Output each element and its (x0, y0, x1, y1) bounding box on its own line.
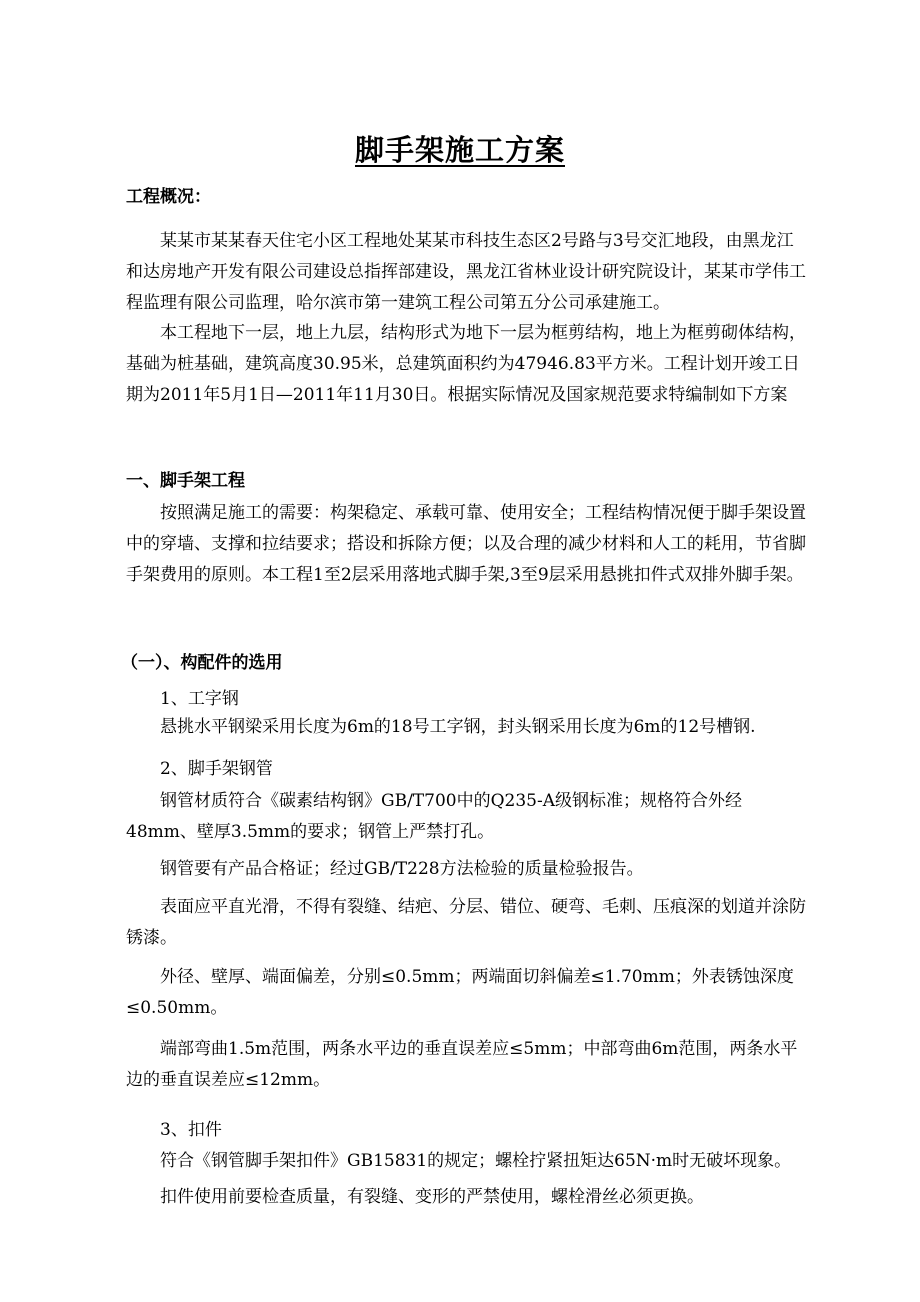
overview-paragraph-1: 某某市某某春天住宅小区工程地处某某市科技生态区2号路与3号交汇地段，由黑龙江和达房地产开发有限公司建设总指挥部建设，黑龙江省林业设计研究院设计，某某市学伟工程监理有限公司监理，哈尔滨市第一建筑工程公司第五分公司承建施工。 (126, 231, 806, 313)
item-2-paragraph-5: 端部弯曲1.5m范围，两条水平边的垂直误差应≤5mm；中部弯曲6m范围，两条水平边的垂直误差应≤12mm。 (126, 1039, 798, 1090)
item-3-title: 3、扣件 (160, 1120, 222, 1140)
item-3-paragraph-1: 符合《钢管脚手架扣件》GB15831的规定；螺栓拧紧扭矩达65N·m时无破坏现象。 (160, 1151, 792, 1171)
document-title: 脚手架施工方案 (354, 133, 565, 167)
item-2-paragraph-1: 钢管材质符合《碳素结构钢》GB/T700中的Q235-A级钢标准；规格符合外经48mm、壁厚3.5mm的要求；钢管上严禁打孔。 (126, 791, 742, 842)
subsection-1-heading: （一）、构配件的选用 (121, 653, 283, 673)
overview-paragraph-2: 本工程地下一层，地上九层，结构形式为地下一层为框剪结构，地上为框剪砌体结构，基础为桩基础，建筑高度30.95米，总建筑面积约为47946.83平方米。工程计划开竣工日期为2011年5月1日—2011年11月30日。根据实际情况及国家规范要求特编制如下方案 (126, 323, 806, 405)
item-1-paragraph: 悬挑水平钢梁采用长度为6m的18号工字钢，封头钢采用长度为6m的12号槽钢. (160, 717, 756, 737)
section-1-paragraph: 按照满足施工的需要：构架稳定、承载可靠、使用安全；工程结构情况便于脚手架设置中的穿墙、支撑和拉结要求；搭设和拆除方便；以及合理的减少材料和人工的耗用，节省脚手架费用的原则。本工程1至2层采用落地式脚手架,3至9层采用悬挑扣件式双排外脚手架。 (126, 503, 806, 585)
item-2-paragraph-4: 外径、壁厚、端面偏差，分别≤0.5mm；两端面切斜偏差≤1.70mm；外表锈蚀深度≤0.50mm。 (126, 967, 794, 1018)
item-3-paragraph-2: 扣件使用前要检查质量，有裂缝、变形的严禁使用，螺栓滑丝必须更换。 (160, 1187, 704, 1207)
item-2-title: 2、脚手架钢管 (160, 759, 273, 779)
section-1-heading: 一、脚手架工程 (126, 471, 245, 491)
item-1-title: 1、工字钢 (160, 689, 239, 709)
overview-heading: 工程概况： (126, 187, 211, 207)
item-2-paragraph-3: 表面应平直光滑，不得有裂缝、结疤、分层、错位、硬弯、毛刺、压痕深的划道并涂防锈漆。 (126, 897, 806, 948)
item-2-paragraph-2: 钢管要有产品合格证；经过GB/T228方法检验的质量检验报告。 (160, 859, 644, 879)
